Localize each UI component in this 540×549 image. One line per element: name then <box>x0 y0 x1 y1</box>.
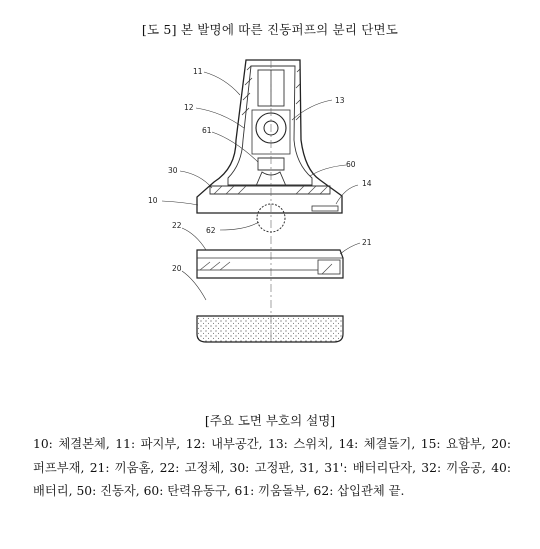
fastening-body-outline <box>197 60 342 213</box>
fixing-body-hatching <box>200 262 332 274</box>
legend-title: [주요 도면 부호의 설명] <box>204 413 336 428</box>
figure-title: [도 5] 본 발명에 따른 진동퍼프의 분리 단면도 <box>141 22 399 37</box>
ref-22: 22 <box>172 221 182 230</box>
fastening-protrusion <box>312 206 338 211</box>
ref-14: 14 <box>362 179 372 188</box>
ref-10: 10 <box>148 196 158 205</box>
ref-60: 60 <box>346 160 356 169</box>
ref-62: 62 <box>206 226 216 235</box>
ref-11: 11 <box>193 67 203 76</box>
ref-13: 13 <box>335 96 345 105</box>
ref-20: 20 <box>172 264 182 273</box>
puff-sponge <box>197 316 343 342</box>
ref-30: 30 <box>168 166 178 175</box>
ref-12: 12 <box>184 103 194 112</box>
ref-21: 21 <box>362 238 372 247</box>
ref-61: 61 <box>202 126 212 135</box>
legend-body: 10: 체결본체, 11: 파지부, 12: 내부공간, 13: 스위치, 14: 체결돌기, 15: 요함부, 20: 퍼프부재, 21: 끼움홈, 22: 고정체, 30: 고정판, 31, 31': 배터리단자, 32: 끼움공, 40: 배터리, 50: 진동자, 60: 탄력유동구, 61: 끼움돌부, 62: 삽입관체 끝. <box>33 437 511 498</box>
